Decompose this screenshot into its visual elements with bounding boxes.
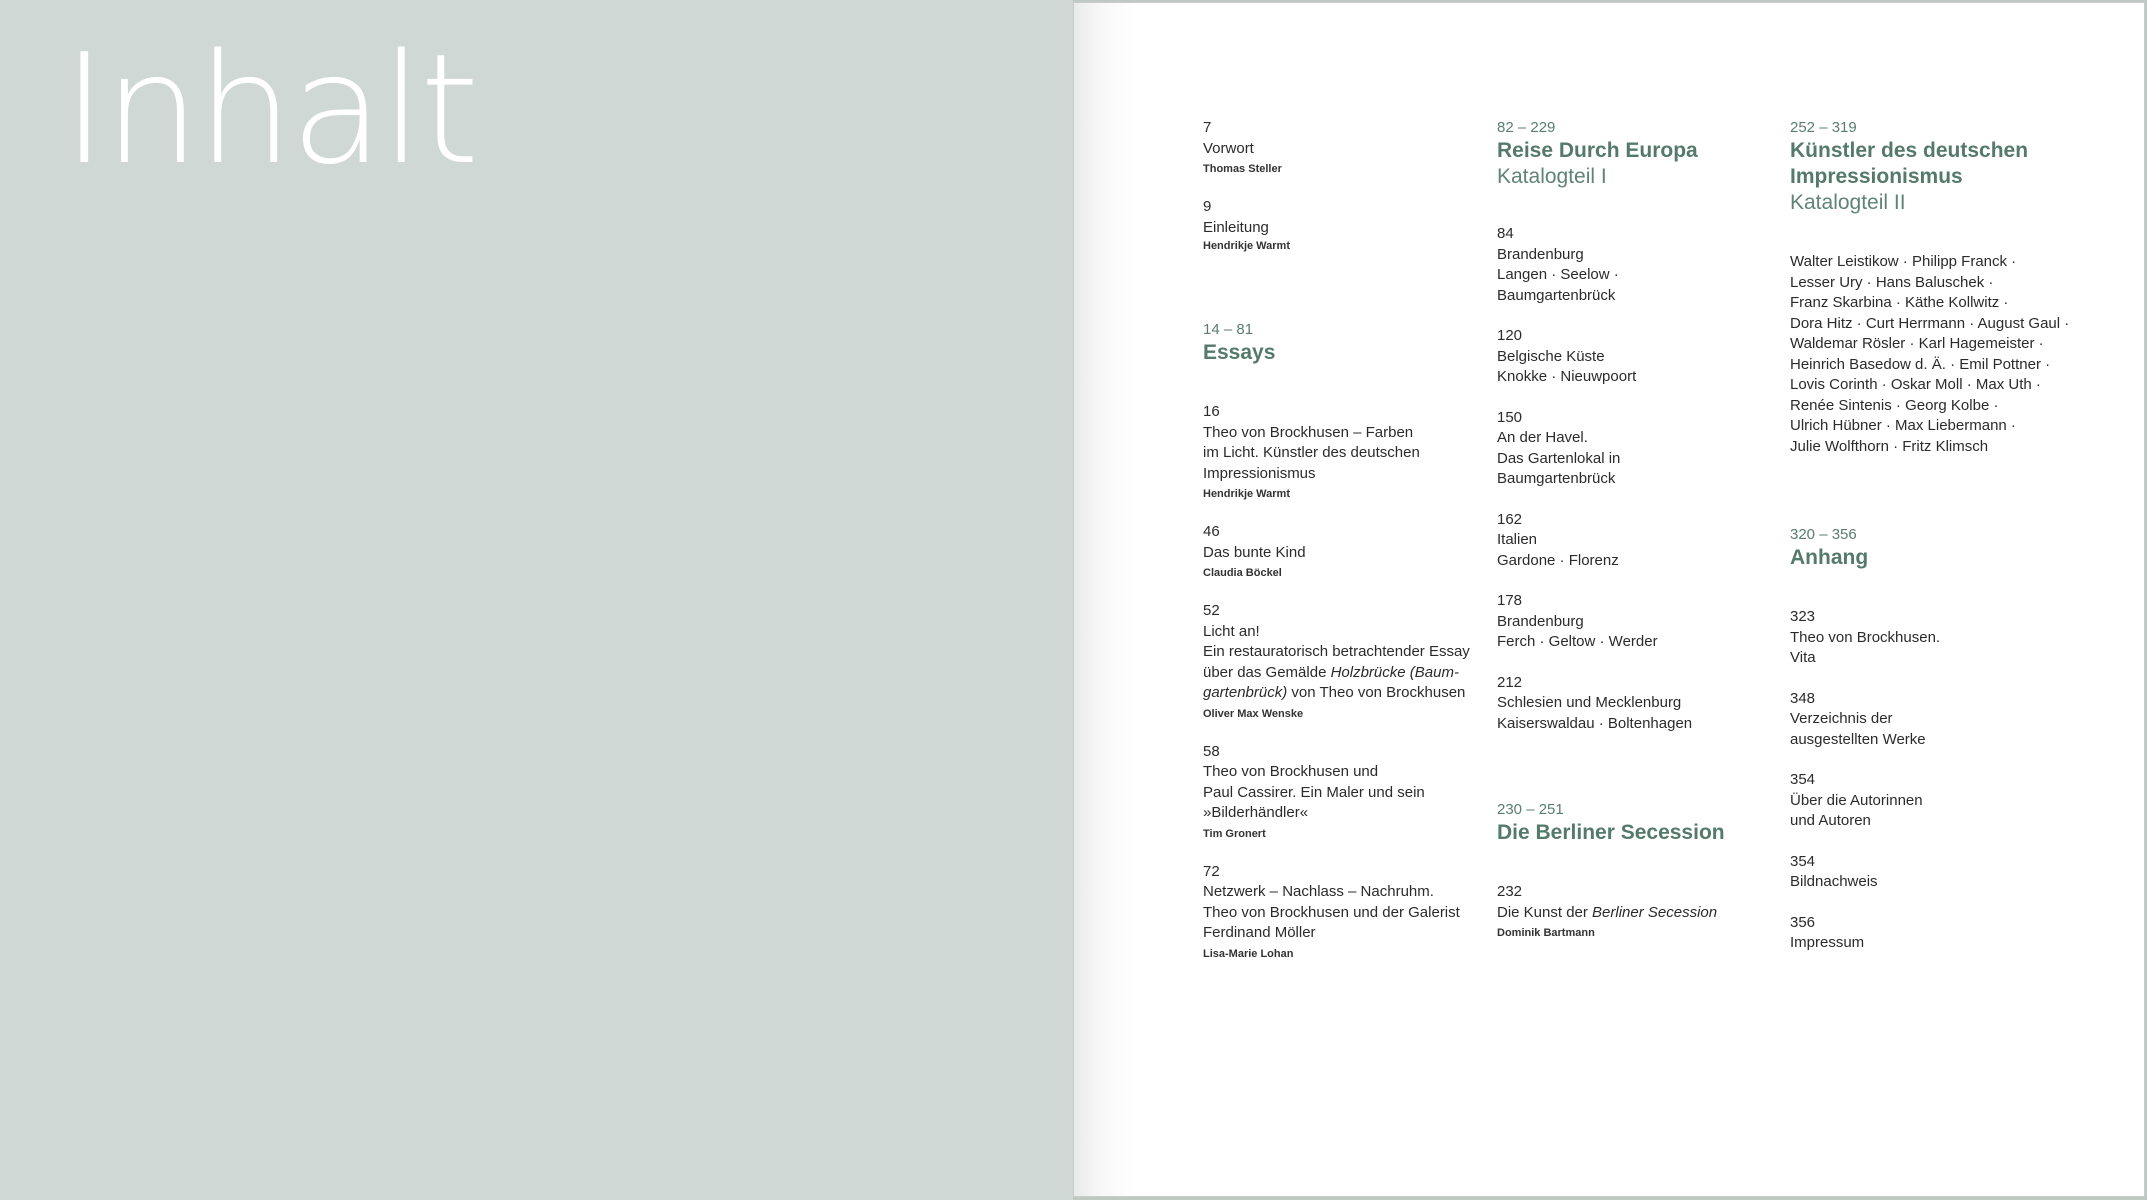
entry-line: Brandenburg: [1497, 612, 1584, 630]
toc-entry-essay-4: [1203, 742, 1493, 842]
toc-entry-catalog-3: [1497, 408, 1787, 490]
toc-entry-essay-3: [1203, 601, 1493, 722]
artist-names-line: Lovis Corinth · Oskar Moll · Max Uth ·: [1790, 376, 2041, 393]
section-range: 82 – 229: [1497, 119, 1556, 136]
entry-author: Lisa-Marie Lohan: [1203, 947, 1294, 960]
entry-line: Über die Autorinnen: [1790, 791, 1923, 809]
artwork-title: gartenbrück): [1203, 684, 1288, 701]
entry-author: Thomas Steller: [1203, 163, 1282, 175]
toc-column-3: [1790, 118, 2080, 954]
entry-line: im Licht. Künstler des deutschen: [1203, 444, 1420, 461]
toc-entry-catalog-1: [1497, 224, 1787, 306]
entry-line: Theo von Brockhusen und: [1203, 763, 1379, 780]
page-number: 9: [1203, 198, 1212, 215]
toc-entry-catalog-4: [1497, 510, 1787, 572]
page-number: 323: [1790, 608, 1816, 625]
section-essays: [1203, 320, 1493, 366]
section-range: 230 – 251: [1497, 801, 1564, 818]
toc-entry-vorwort: [1203, 118, 1493, 177]
entry-author: Hendrikje Warmt: [1203, 240, 1291, 252]
entry-line: Knokke · Nieuwpoort: [1497, 368, 1637, 385]
entry-author: Dominik Bartmann: [1497, 927, 1595, 939]
toc-entry-essay-5: [1203, 862, 1493, 962]
entry-line: Licht an!: [1203, 622, 1260, 640]
section-range: 320 – 356: [1790, 526, 1857, 543]
toc-entry-anhang-3: [1790, 770, 2080, 832]
toc-column-2: [1497, 118, 1787, 941]
entry-line: »Bilderhändler«: [1203, 804, 1309, 821]
entry-line: [1203, 683, 1493, 704]
entry-text: Die Kunst der: [1497, 903, 1593, 921]
entry-line: Kaiserswaldau · Boltenhagen: [1497, 714, 1693, 732]
toc-entry-secession-1: [1497, 882, 1787, 941]
entry-title: Bildnachweis: [1790, 873, 1878, 890]
section-title: Die Berliner Secession: [1497, 821, 1725, 844]
section-kuenstler: [1790, 118, 2080, 216]
entry-line: Ferdinand Möller: [1203, 924, 1316, 941]
toc-column-1: [1203, 118, 1493, 962]
artwork-title: Holzbrücke (Baum-: [1330, 663, 1459, 681]
entry-line: Gardone · Florenz: [1497, 551, 1619, 569]
page-number: 212: [1497, 673, 1523, 691]
page-number: 120: [1497, 327, 1523, 344]
artist-names-line: Ulrich Hübner · Max Liebermann ·: [1790, 417, 2016, 434]
entry-title: Vorwort: [1203, 139, 1254, 157]
entry-author: Tim Gronert: [1203, 827, 1266, 840]
toc-entry-essay-2: [1203, 522, 1493, 581]
page-number: 46: [1203, 523, 1220, 540]
entry-author: Oliver Max Wenske: [1203, 707, 1304, 720]
page-number: 72: [1203, 862, 1220, 880]
page-number: 84: [1497, 225, 1514, 242]
entry-line: Verzeichnis der: [1790, 710, 1893, 727]
section-berliner-secession: [1497, 800, 1787, 846]
entry-line: Langen · Seelow ·: [1497, 266, 1619, 283]
entry-line: Theo von Brockhusen – Farben: [1203, 423, 1414, 441]
left-page: [0, 0, 1073, 1200]
section-reise-durch-europa: [1497, 118, 1787, 190]
section-anhang: [1790, 525, 2080, 571]
entry-line: Netzwerk – Nachlass – Nachruhm.: [1203, 883, 1434, 900]
page-number: 348: [1790, 689, 1816, 707]
artist-names-line: Julie Wolfthorn · Fritz Klimsch: [1790, 437, 1989, 455]
toc-entry-anhang-2: [1790, 689, 2080, 751]
entry-line: [1203, 663, 1493, 684]
section-subtitle: Katalogteil II: [1790, 191, 1906, 214]
page-number: 162: [1497, 510, 1523, 528]
page-number: 356: [1790, 913, 1816, 931]
artist-names-line: Dora Hitz · Curt Herrmann · August Gaul ·: [1790, 314, 2070, 332]
artist-names-line: Franz Skarbina · Käthe Kollwitz ·: [1790, 294, 2009, 311]
page-number: 354: [1790, 771, 1816, 788]
entry-author: Claudia Böckel: [1203, 567, 1282, 579]
entry-title: Das bunte Kind: [1203, 543, 1306, 561]
section-title-line: Impressionismus: [1790, 165, 1963, 188]
toc-entry-anhang-5: [1790, 913, 2080, 954]
page-number: 7: [1203, 119, 1212, 136]
artist-names-line: Walter Leistikow · Philipp Franck ·: [1790, 253, 2017, 270]
artist-names-line: Heinrich Basedow d. Ä. · Emil Pottner ·: [1790, 355, 2051, 373]
entry-author: Hendrikje Warmt: [1203, 488, 1291, 500]
entry-line: Baumgartenbrück: [1497, 470, 1616, 487]
toc-entry-anhang-4: [1790, 852, 2080, 893]
page-number: 354: [1790, 852, 1816, 870]
right-page: [1073, 2, 2145, 1197]
entry-line: Belgische Küste: [1497, 347, 1605, 365]
artist-names-line: Waldemar Rösler · Karl Hagemeister ·: [1790, 335, 2044, 352]
entry-line: Baumgartenbrück: [1497, 286, 1616, 304]
entry-line: Italien: [1497, 531, 1538, 548]
entry-line: Vita: [1790, 649, 1816, 666]
section-title: Reise Durch Europa: [1497, 139, 1698, 162]
page-number: 178: [1497, 592, 1523, 609]
page-number: 150: [1497, 408, 1523, 426]
section-range: 252 – 319: [1790, 119, 1857, 136]
entry-line: Theo von Brockhusen.: [1790, 628, 1941, 646]
entry-line: ausgestellten Werke: [1790, 730, 1926, 748]
artist-names-line: Renée Sintenis · Georg Kolbe ·: [1790, 396, 1999, 414]
toc-entry-essay-1: [1203, 402, 1493, 502]
entry-line: An der Havel.: [1497, 429, 1588, 446]
section-title: Essays: [1203, 341, 1276, 364]
artist-names-line: Lesser Ury · Hans Baluschek ·: [1790, 273, 1994, 291]
entry-line: Impressionismus: [1203, 464, 1316, 482]
toc-entry-catalog-5: [1497, 591, 1787, 653]
page-number: 232: [1497, 883, 1523, 900]
entry-line: Ferch · Geltow · Werder: [1497, 633, 1658, 650]
section-title-line: Künstler des deutschen: [1790, 139, 2029, 162]
page-number: 58: [1203, 742, 1220, 760]
section-title: Anhang: [1790, 546, 1869, 569]
entry-text: über das Gemälde: [1203, 663, 1331, 681]
artist-names-list: [1790, 252, 2080, 457]
entry-title: Einleitung: [1203, 218, 1269, 236]
entry-text: von Theo von Brockhusen: [1287, 684, 1466, 701]
toc-entry-catalog-2: [1497, 326, 1787, 388]
entry-line: Das Gartenlokal in: [1497, 449, 1621, 467]
page-number: 52: [1203, 602, 1220, 619]
entry-italic-text: Berliner Secession: [1592, 903, 1718, 921]
page-title: Inhalt: [62, 21, 477, 198]
page-number: 16: [1203, 403, 1220, 420]
entry-line: Ein restauratorisch betrachtender Essay: [1203, 643, 1470, 660]
entry-title: Impressum: [1790, 934, 1865, 951]
section-subtitle: Katalogteil I: [1497, 165, 1607, 188]
toc-entry-catalog-6: [1497, 673, 1787, 735]
entry-line: [1497, 903, 1787, 924]
entry-line: Theo von Brockhusen und der Galerist: [1203, 903, 1460, 921]
section-range: 14 – 81: [1203, 321, 1254, 338]
toc-entry-einleitung: [1203, 197, 1493, 254]
entry-line: Schlesien und Mecklenburg: [1497, 694, 1682, 711]
entry-line: Paul Cassirer. Ein Maler und sein: [1203, 783, 1425, 801]
toc-entry-anhang-1: [1790, 607, 2080, 669]
entry-line: Brandenburg: [1497, 245, 1584, 263]
entry-line: und Autoren: [1790, 812, 1871, 829]
